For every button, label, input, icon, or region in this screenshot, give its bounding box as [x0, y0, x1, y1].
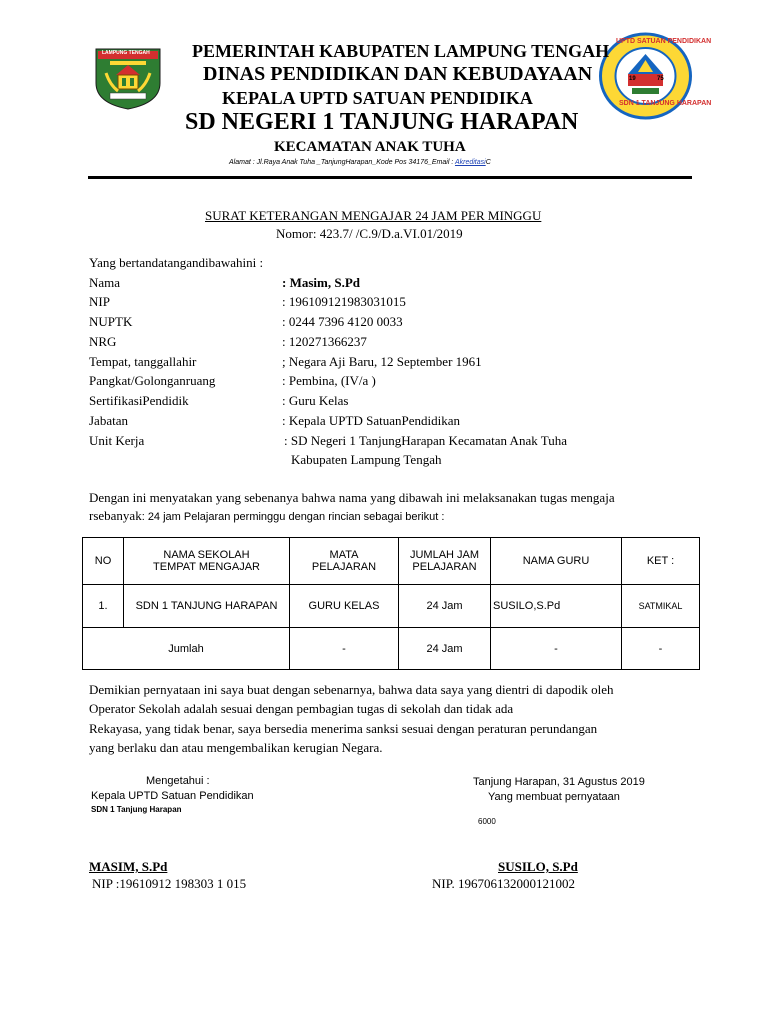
- closing-line4: yang berlaku dan atau mengembalikan kerugian Negara.: [89, 740, 383, 755]
- field-label-nuptk: NUPTK: [89, 314, 133, 329]
- field-value-birth: ; Negara Aji Baru, 12 September 1961: [282, 354, 482, 369]
- field-label-nama: Nama: [89, 275, 121, 290]
- field-label-birth: Tempat, tanggallahir: [89, 354, 197, 369]
- uptd-logo-ring-text: UPTD SATUAN PENDIDIKAN: [616, 38, 712, 45]
- field-value-position: : Kepala UPTD SatuanPendidikan: [282, 413, 460, 428]
- emblem-label: LAMPUNG TENGAH: [102, 50, 150, 56]
- statement-line2: [89, 507, 444, 525]
- statement-line2-start: rsebanyak: [89, 508, 142, 523]
- field-label-position: Jabatan: [89, 413, 128, 428]
- field-value-nrg: : 120271366237: [282, 334, 367, 349]
- closing-line1: Demikian pernyataan ini saya buat dengan sebenarnya, bahwa data saya yang dientri di dapodik oleh: [89, 682, 614, 697]
- header-school-name: SD NEGERI 1 TANJUNG HARAPAN: [185, 109, 579, 135]
- table-row: [83, 585, 700, 628]
- field-label-unit: Unit Kerja: [89, 433, 145, 448]
- col-header-hours: [399, 538, 491, 585]
- field-value-nip: : 196109121983031015: [282, 294, 406, 309]
- col-header-subject-l2: PELAJARAN: [311, 561, 377, 573]
- letter-title: SURAT KETERANGAN MENGAJAR 24 JAM PER MINGGU: [205, 208, 542, 223]
- address-tail: C: [485, 159, 491, 166]
- col-header-school-l1: NAMA SEKOLAH: [163, 549, 250, 561]
- header-divider: [88, 176, 692, 179]
- sig-right-stamp: 6000: [478, 817, 496, 826]
- col-header-no-l1: NO: [94, 555, 112, 567]
- sig-left-label3: SDN 1 Tanjung Harapan: [91, 805, 182, 814]
- header-government: PEMERINTAH KABUPATEN LAMPUNG TENGAH: [192, 41, 610, 61]
- cell-total-hours: 24 Jam: [399, 628, 491, 670]
- sig-right-date: Tanjung Harapan, 31 Agustus 2019: [473, 776, 645, 788]
- header-district: KECAMATAN ANAK TUHA: [274, 139, 466, 155]
- uptd-logo-year-b: 75: [657, 76, 664, 82]
- sig-left-label2: Kepala UPTD Satuan Pendidikan: [91, 790, 254, 802]
- header-department: DINAS PENDIDIKAN DAN KEBUDAYAAN: [203, 63, 593, 85]
- address-link[interactable]: Akreditasi: [454, 159, 486, 166]
- col-header-hours-l1: JUMLAH JAM: [409, 549, 480, 561]
- col-header-no: [83, 538, 124, 585]
- statement-line2-rest: : 24 jam Pelajaran perminggu dengan rincian sebagai berikut :: [141, 511, 445, 523]
- closing-line3: Rekayasa, yang tidak benar, saya bersedia menerima sanksi sesuai dengan peraturan perundangan: [89, 721, 598, 736]
- sig-right-name: SUSILO, S.Pd: [498, 859, 578, 874]
- col-header-subject-l1: MATA: [329, 549, 359, 561]
- field-value-nuptk: : 0244 7396 4120 0033: [282, 314, 403, 329]
- cell-total-subject: -: [290, 628, 399, 670]
- col-header-subject: [290, 538, 399, 585]
- statement-line1: Dengan ini menyatakan yang sebenanya bahwa nama yang dibawah ini melaksanakan tugas mengaja: [89, 490, 615, 505]
- sig-right-nip: NIP. 196706132000121002: [432, 876, 576, 891]
- col-header-notes-l1: KET :: [646, 555, 675, 567]
- col-header-school: [124, 538, 290, 585]
- intro-text: Yang bertandatangandibawahini :: [89, 255, 264, 270]
- col-header-hours-l2: PELAJARAN: [412, 561, 477, 573]
- uptd-logo-bottom-text: SDN 1 TANJUNG HARAPAN: [619, 100, 712, 107]
- col-header-teacher: [491, 538, 622, 585]
- field-label-nrg: NRG: [89, 334, 117, 349]
- field-value-certification: : Guru Kelas: [282, 393, 349, 408]
- sig-left-nip: NIP :19610912 198303 1 015: [92, 876, 247, 891]
- cell-teacher: SUSILO,S.Pd: [491, 585, 622, 628]
- sig-left-name: MASIM, S.Pd: [89, 859, 168, 874]
- uptd-logo-year-a: 19: [629, 76, 636, 82]
- field-label-certification: SertifikasiPendidik: [89, 393, 189, 408]
- cell-no: 1.: [83, 585, 124, 628]
- cell-total-label: Jumlah: [83, 628, 290, 670]
- field-value-unit-cont: Kabupaten Lampung Tengah: [291, 452, 442, 467]
- field-value-nama: : Masim, S.Pd: [282, 275, 360, 290]
- cell-hours: 24 Jam: [399, 585, 491, 628]
- header-address: [229, 159, 491, 166]
- field-label-rank: Pangkat/Golonganruang: [89, 373, 216, 388]
- cell-subject: GURU KELAS: [290, 585, 399, 628]
- sig-left-label1: Mengetahui :: [146, 775, 210, 787]
- cell-school: SDN 1 TANJUNG HARAPAN: [124, 585, 290, 628]
- field-label-nip: NIP: [89, 294, 110, 309]
- col-header-school-l2: TEMPAT MENGAJAR: [153, 561, 260, 573]
- header-uptd: KEPALA UPTD SATUAN PENDIDIKA: [222, 88, 533, 108]
- cell-total-notes: -: [622, 628, 700, 670]
- table-total-row: [83, 628, 700, 670]
- field-value-rank: : Pembina, (IV/a ): [282, 373, 376, 388]
- table-header-row: [83, 538, 700, 585]
- address-text: Alamat : Jl.Raya Anak Tuha _TanjungHarapan_Kode Pos 34176_Email :: [229, 159, 454, 166]
- col-header-notes: [622, 538, 700, 585]
- closing-line2: Operator Sekolah adalah sesuai dengan pembagian tugas di sekolah dan tidak ada: [89, 701, 514, 716]
- cell-total-teacher: -: [491, 628, 622, 670]
- teaching-table: [82, 537, 700, 670]
- sig-right-label: Yang membuat pernyataan: [488, 791, 620, 803]
- field-value-unit: : SD Negeri 1 TanjungHarapan Kecamatan Anak Tuha: [284, 433, 567, 448]
- col-header-teacher-l1: NAMA GURU: [522, 555, 590, 567]
- cell-notes: SATMIKAL: [622, 585, 700, 628]
- letter-number: Nomor: 423.7/ /C.9/D.a.VI.01/2019: [276, 226, 463, 241]
